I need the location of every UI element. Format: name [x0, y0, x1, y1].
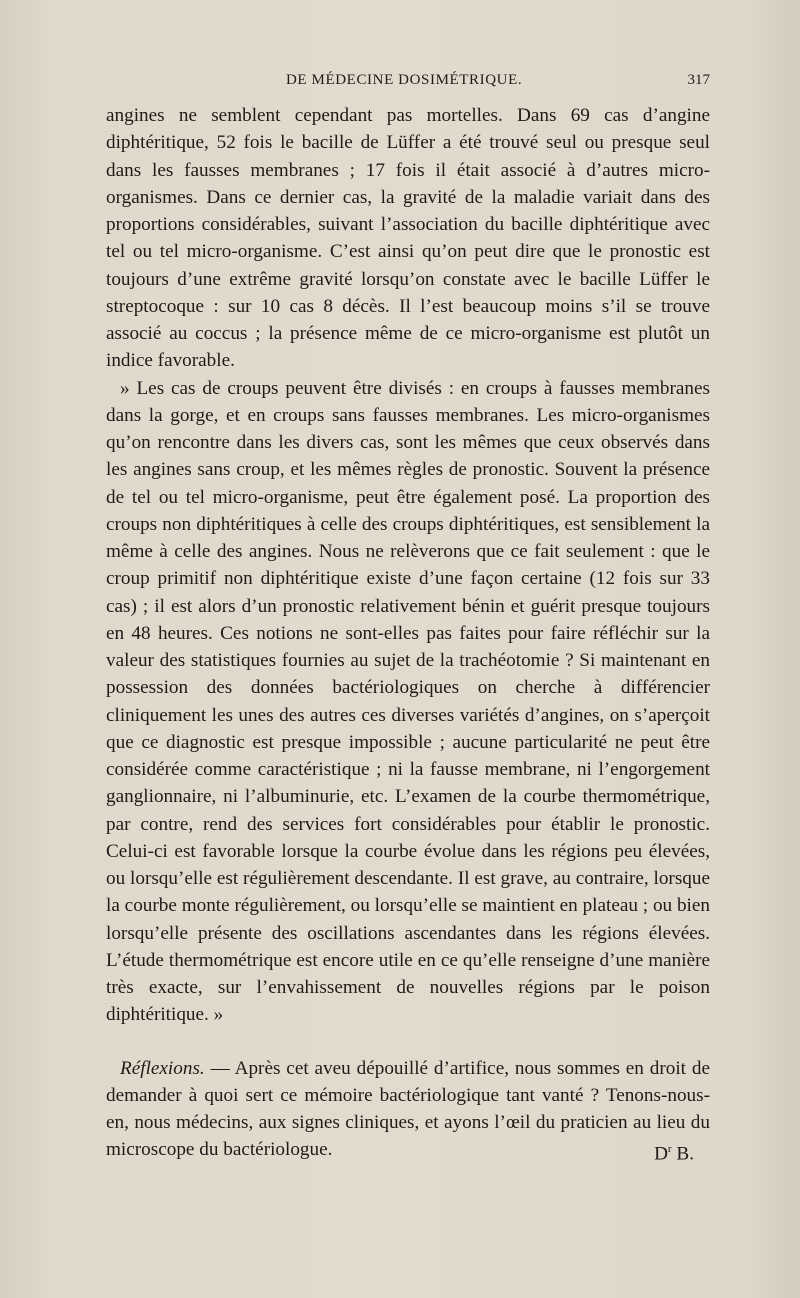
body-text — [106, 102, 710, 1168]
signature-dr: D — [654, 1143, 668, 1165]
reflexions-label: Réflexions. — [120, 1057, 205, 1079]
reflexions-text: — Après cet aveu dépouillé d’artifice, nous sommes en droit de demander à quoi sert ce mémoire bactériologique tant vanté ? Tenons-nous-en, nous médecins, aux signes cliniques, et ayons l’œil du praticien au lieu du microscope du bactériologue. — [106, 1057, 710, 1161]
paragraph-1: angines ne semblent cependant pas mortelles. Dans 69 cas d’angine diphtéritique, 52 fois le bacille de Lüffer a été trouvé seul ou presque seul dans les fausses membranes ; 17 fois il était associé à d’autres micro-organismes. Dans ce dernier cas, la gravité de la maladie variait dans des proportions considérables, suivant l’association du bacille diphtéritique avec tel ou tel micro-organisme. C’est ainsi qu’on peut dire que le pronostic est toujours d’une extrême gravité lorsqu’on constate avec le bacille Lüffer le streptocoque : sur 10 cas 8 décès. Il l’est beaucoup moins s’il se trouve associé au coccus ; la présence même de ce micro-organisme est plutôt un indice favorable. — [106, 105, 710, 372]
reflexions-paragraph — [106, 1055, 710, 1164]
author-signature — [640, 1136, 694, 1168]
page-header — [106, 72, 710, 96]
page-number: 317 — [687, 72, 710, 88]
signature-initial: B. — [671, 1143, 694, 1165]
running-title: DE MÉDECINE DOSIMÉTRIQUE. — [286, 72, 523, 88]
paragraph-2: » Les cas de croups peuvent être divisés : en croups à fausses membranes dans la gorge, et en croups sans fausses membranes. Les micro-organismes qu’on rencontre dans les divers cas, sont les mêmes que ceux observés dans les angines sans croup, et les mêmes règles de pronostic. Souvent la présence de tel ou tel micro-organisme, peut être également posé. La proportion des croups non diphtéritiques à celle des croups diphtéritiques, est sensiblement la même à celle des angines. Nous ne relèverons que ce fait seulement : que le croup primitif non diphtéritique existe d’une façon certaine (12 fois sur 33 cas) ; il est alors d’un pronostic relativement bénin et guérit presque toujours en 48 heures. Ces notions ne sont-elles pas faites pour faire réfléchir sur la valeur des statistiques fournies au sujet de la trachéotomie ? Si maintenant en possession des données bactériologiques on cherche à différencier cliniquement les unes des autres ces diverses variétés d’angines, on s’aperçoit que ce diagnostic est presque impossible ; aucune particularité ne peut être considérée comme caractéristique ; ni la fausse membrane, ni l’engorgement ganglionnaire, ni l’albuminurie, etc. L’examen de la courbe thermométrique, par contre, rend des services fort considérables pour établir le pronostic. Celui-ci est favorable lorsque la courbe évolue dans les régions peu élevées, ou lorsqu’elle est régulièrement descendante. Il est grave, au contraire, lorsque la courbe monte régulièrement, ou lorsqu’elle se maintient en plateau ; ou bien lorsqu’elle présente des oscillations ascendantes dans les régions élevées. L’étude thermométrique est encore utile en ce qu’elle renseigne d’une manière très exacte, sur l’envahissement de nouvelles régions par le poison diphtéritique. » — [106, 377, 710, 1026]
signature-superscript: r — [667, 1143, 672, 1156]
